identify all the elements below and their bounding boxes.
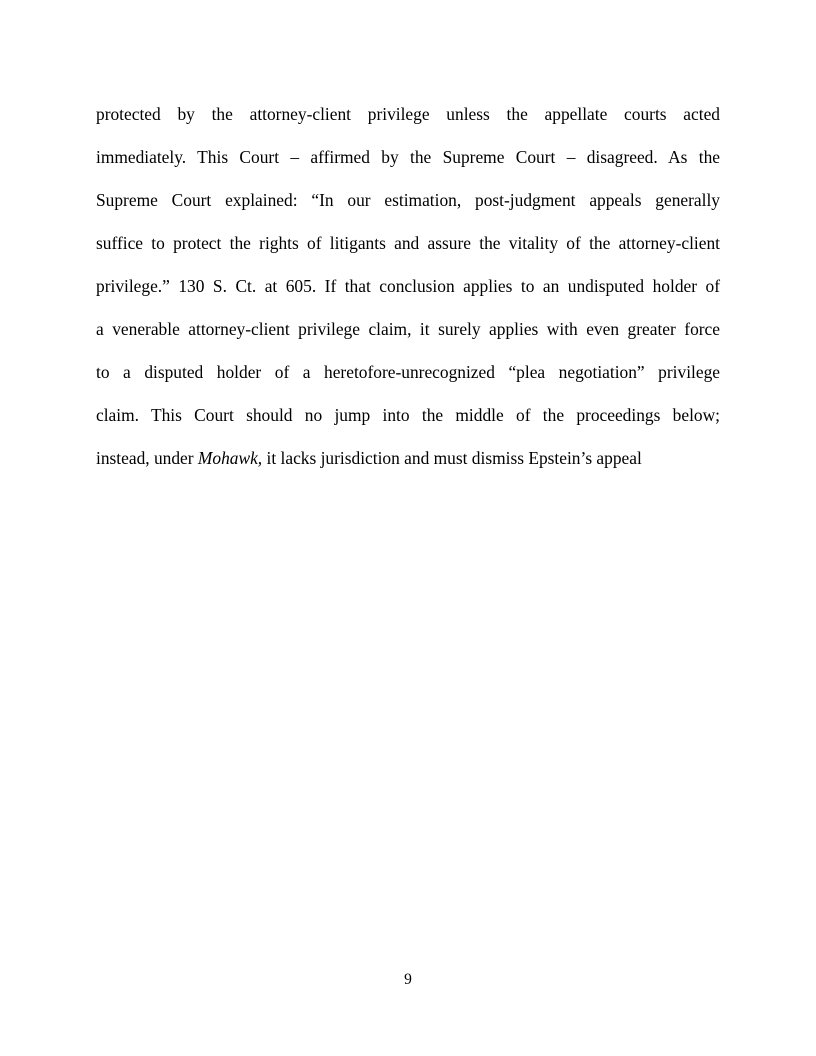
body-paragraph [96,93,720,480]
text-line-5: privilege.” 130 S. Ct. at 605. If that conclusion applies to an undisputed holder of [96,276,720,296]
text-line-9 [96,437,720,480]
text-line-9-end: it lacks jurisdiction and must dismiss Epstein’s appeal [262,448,642,468]
text-line-7: to a disputed holder of a heretofore-unrecognized “plea negotiation” privilege [96,362,720,382]
text-line-4: suffice to protect the rights of litigants and assure the vitality of the attorney-client [96,233,720,253]
text-line-6: a venerable attorney-client privilege claim, it surely applies with even greater force [96,319,720,339]
text-line-8: claim. This Court should no jump into the middle of the proceedings below; [96,405,720,425]
text-line-9-start: instead, under [96,448,198,468]
text-line-1: protected by the attorney-client privilege unless the appellate courts acted [96,104,720,124]
page-number: 9 [404,971,412,988]
text-line-3: Supreme Court explained: “In our estimation, post-judgment appeals generally [96,190,720,210]
text-line-2: immediately. This Court – affirmed by the Supreme Court – disagreed. As the [96,147,720,167]
case-name-italic: Mohawk, [197,448,263,468]
